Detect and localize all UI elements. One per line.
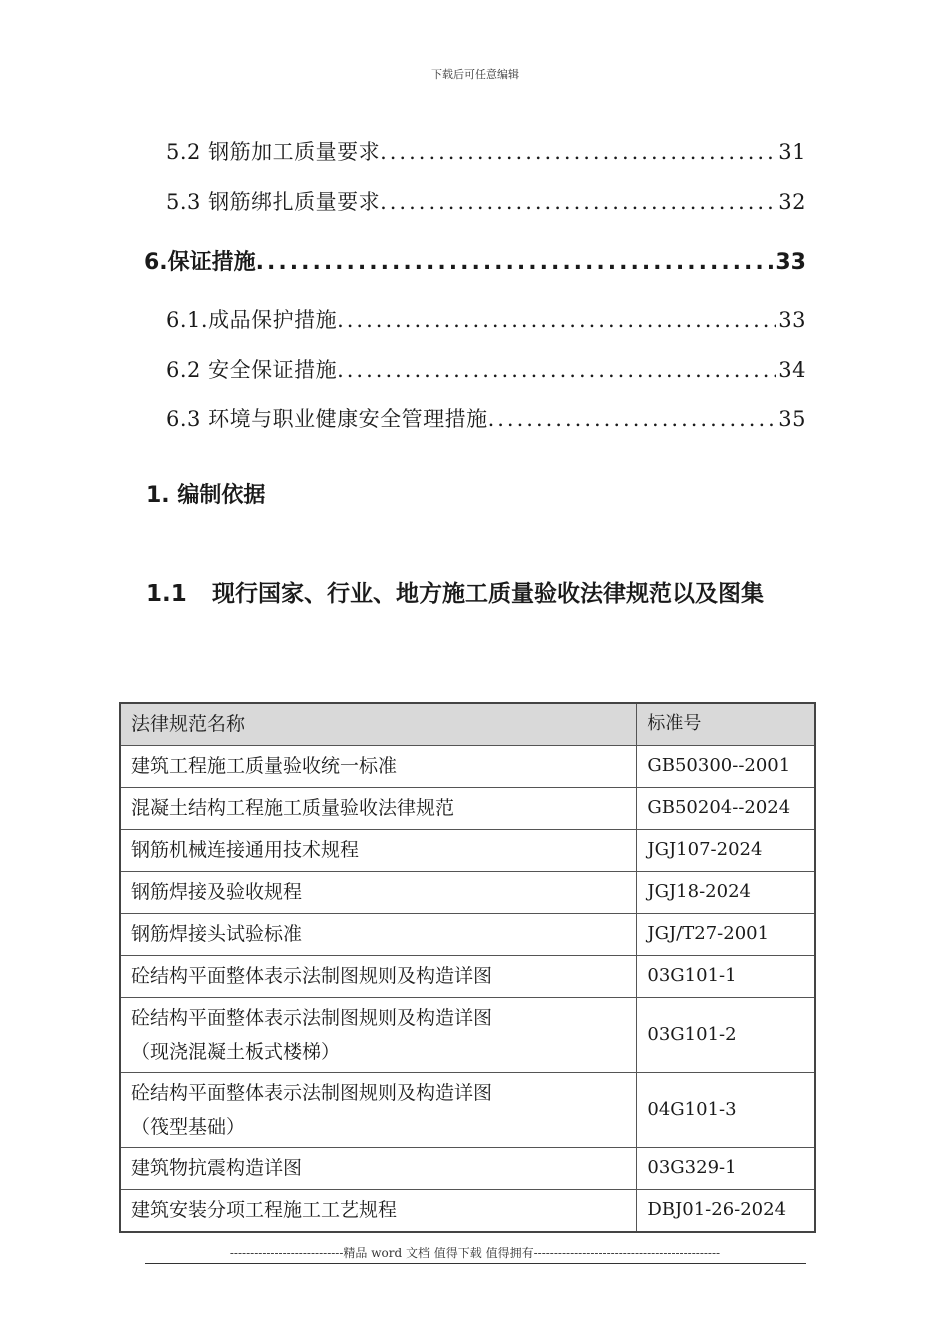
toc-page-number: 33 — [778, 308, 806, 332]
standard-name — [120, 998, 637, 1073]
standards-table — [119, 702, 816, 1233]
standard-name: 混凝土结构工程施工质量验收法律规范 — [120, 788, 637, 830]
standard-code: 04G101-3 — [637, 1073, 815, 1148]
toc-title: 5.3 钢筋绑扎质量要求 — [166, 190, 381, 214]
standard-name: 建筑工程施工质量验收统一标准 — [120, 746, 637, 788]
toc-leader — [337, 308, 776, 332]
standard-name-line2: （现浇混凝土板式楼梯） — [131, 1040, 341, 1063]
standard-name: 钢筋焊接及验收规程 — [120, 872, 637, 914]
table-row — [120, 830, 815, 872]
standard-name: 砼结构平面整体表示法制图规则及构造详图 — [120, 956, 637, 998]
table-row — [120, 872, 815, 914]
table-row — [120, 1148, 815, 1190]
table-row — [120, 998, 815, 1073]
table-header-row — [120, 703, 815, 746]
toc-leader — [488, 407, 777, 431]
section-heading-1-1 — [146, 556, 816, 632]
toc-title: 6.1.成品保护措施 — [166, 308, 338, 332]
toc-title: 6.3 环境与职业健康安全管理措施 — [166, 407, 488, 431]
toc-entry-6-1[interactable] — [166, 304, 806, 334]
standard-code: 03G329-1 — [637, 1148, 815, 1190]
toc-entry-6-2[interactable] — [166, 354, 806, 384]
column-header-code: 标准号 — [637, 703, 815, 746]
toc-page-number: 35 — [778, 407, 806, 431]
page-header: 下载后可任意编辑 — [431, 68, 519, 81]
standard-name: 钢筋焊接头试验标准 — [120, 914, 637, 956]
standard-code: DBJ01-26-2024 — [637, 1190, 815, 1233]
section-heading-1: 1. 编制依据 — [146, 483, 266, 508]
toc-title: 6.2 安全保证措施 — [166, 358, 338, 382]
standard-code: 03G101-1 — [637, 956, 815, 998]
standard-code: JGJ/T27-2001 — [637, 914, 815, 956]
toc-leader — [337, 358, 776, 382]
toc-leader — [380, 190, 776, 214]
standard-code: JGJ18-2024 — [637, 872, 815, 914]
toc-page-number: 34 — [778, 358, 806, 382]
standard-name: 钢筋机械连接通用技术规程 — [120, 830, 637, 872]
footer-divider — [145, 1263, 806, 1264]
table-row — [120, 956, 815, 998]
standard-code: JGJ107-2024 — [637, 830, 815, 872]
standard-name-line1: 砼结构平面整体表示法制图规则及构造详图 — [131, 1006, 493, 1029]
toc-leader — [256, 250, 774, 275]
standard-code: 03G101-2 — [637, 998, 815, 1073]
page-footer: ----------------------------精品 word 文档 值得下载 值得拥有---------------------------------------------- — [229, 1246, 721, 1260]
standard-name: 建筑安装分项工程施工工艺规程 — [120, 1190, 637, 1233]
toc-page-number: 33 — [775, 250, 806, 275]
toc-page-number: 32 — [778, 190, 806, 214]
standard-name-line1: 砼结构平面整体表示法制图规则及构造详图 — [131, 1081, 493, 1104]
table-row — [120, 746, 815, 788]
toc-entry-5-3[interactable] — [166, 186, 806, 216]
standard-code: GB50204--2024 — [637, 788, 815, 830]
toc-page-number: 31 — [778, 140, 806, 164]
column-header-name: 法律规范名称 — [120, 703, 637, 746]
standard-name — [120, 1073, 637, 1148]
table-row — [120, 914, 815, 956]
toc-entry-5-2[interactable] — [166, 136, 806, 166]
toc-leader — [380, 140, 776, 164]
toc-entry-6-3[interactable] — [166, 403, 806, 433]
section-title: 现行国家、行业、地方施工质量验收法律规范以及图集 — [212, 581, 764, 607]
table-row — [120, 1190, 815, 1233]
toc-title: 6.保证措施 — [144, 250, 256, 275]
standard-code: GB50300--2001 — [637, 746, 815, 788]
table-row — [120, 788, 815, 830]
toc-entry-6[interactable] — [144, 245, 806, 276]
section-number: 1.1 — [146, 581, 187, 607]
standard-name: 建筑物抗震构造详图 — [120, 1148, 637, 1190]
table-row — [120, 1073, 815, 1148]
standard-name-line2: （筏型基础） — [131, 1115, 246, 1138]
toc-title: 5.2 钢筋加工质量要求 — [166, 140, 381, 164]
